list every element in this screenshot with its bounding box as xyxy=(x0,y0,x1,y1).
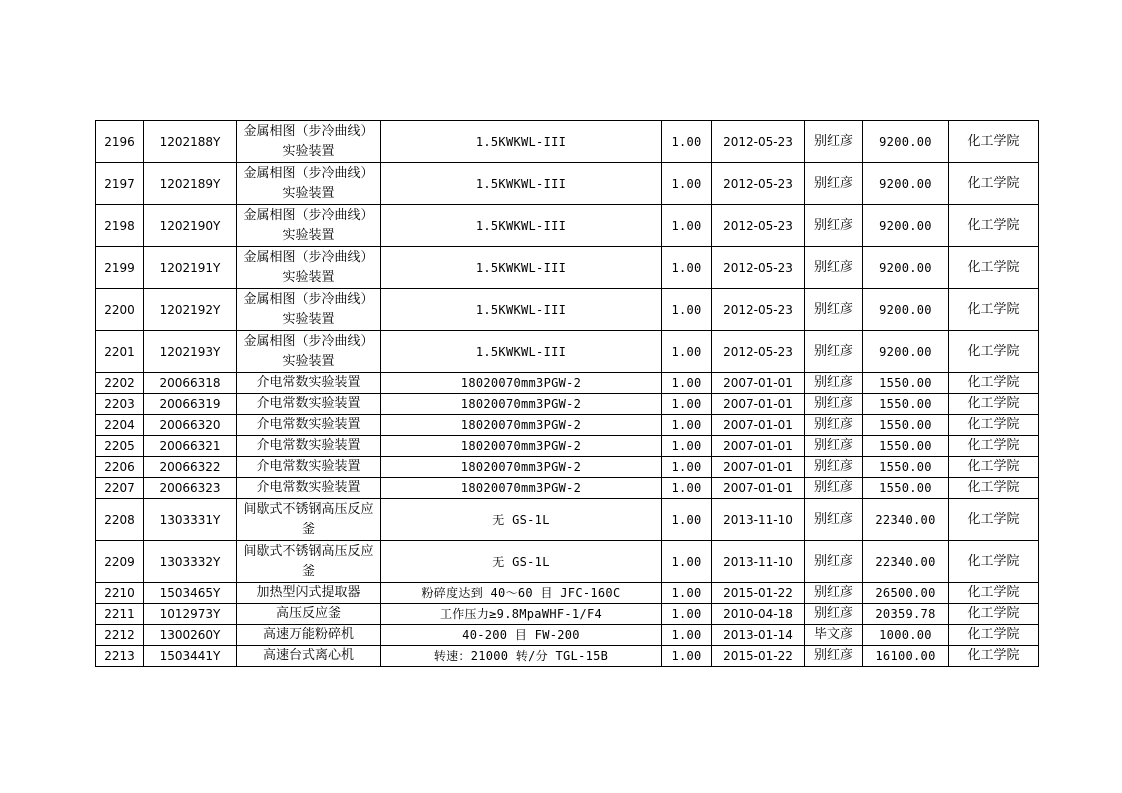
cell-asset-code: 1503465Y xyxy=(144,583,237,604)
cell-custodian: 别红彦 xyxy=(805,289,863,331)
cell-quantity: 1.00 xyxy=(662,583,712,604)
cell-department: 化工学院 xyxy=(949,331,1039,373)
cell-model-spec: 1.5KWKWL-III xyxy=(381,247,662,289)
cell-asset-code: 20066323 xyxy=(144,478,237,499)
cell-unit-price: 26500.00 xyxy=(863,583,949,604)
cell-quantity: 1.00 xyxy=(662,457,712,478)
cell-serial-number: 2206 xyxy=(96,457,144,478)
cell-asset-code: 1202193Y xyxy=(144,331,237,373)
cell-model-spec: 1.5KWKWL-III xyxy=(381,121,662,163)
cell-asset-code: 20066322 xyxy=(144,457,237,478)
cell-quantity: 1.00 xyxy=(662,163,712,205)
cell-department: 化工学院 xyxy=(949,121,1039,163)
cell-custodian: 别红彦 xyxy=(805,205,863,247)
cell-purchase-date: 2007-01-01 xyxy=(712,373,805,394)
cell-asset-name: 加热型闪式提取器 xyxy=(237,583,381,604)
cell-unit-price: 22340.00 xyxy=(863,499,949,541)
table-row xyxy=(96,457,1039,478)
table-row xyxy=(96,625,1039,646)
cell-serial-number: 2209 xyxy=(96,541,144,583)
cell-asset-code: 20066319 xyxy=(144,394,237,415)
table-row xyxy=(96,646,1039,667)
cell-model-spec: 无 GS-1L xyxy=(381,541,662,583)
cell-department: 化工学院 xyxy=(949,247,1039,289)
cell-serial-number: 2213 xyxy=(96,646,144,667)
cell-asset-code: 1303331Y xyxy=(144,499,237,541)
cell-custodian: 别红彦 xyxy=(805,646,863,667)
table-row xyxy=(96,499,1039,541)
cell-purchase-date: 2012-05-23 xyxy=(712,331,805,373)
asset-table xyxy=(95,120,1039,667)
cell-department: 化工学院 xyxy=(949,394,1039,415)
table-row xyxy=(96,604,1039,625)
cell-custodian: 别红彦 xyxy=(805,583,863,604)
cell-custodian: 别红彦 xyxy=(805,436,863,457)
cell-quantity: 1.00 xyxy=(662,373,712,394)
cell-quantity: 1.00 xyxy=(662,541,712,583)
table-row xyxy=(96,373,1039,394)
cell-department: 化工学院 xyxy=(949,163,1039,205)
cell-unit-price: 1000.00 xyxy=(863,625,949,646)
cell-quantity: 1.00 xyxy=(662,646,712,667)
table-row xyxy=(96,205,1039,247)
cell-custodian: 别红彦 xyxy=(805,163,863,205)
cell-unit-price: 9200.00 xyxy=(863,289,949,331)
cell-unit-price: 1550.00 xyxy=(863,373,949,394)
cell-model-spec: 工作压力≥9.8MpaWHF-1/F4 xyxy=(381,604,662,625)
cell-unit-price: 9200.00 xyxy=(863,247,949,289)
cell-department: 化工学院 xyxy=(949,583,1039,604)
cell-unit-price: 9200.00 xyxy=(863,331,949,373)
cell-asset-code: 20066321 xyxy=(144,436,237,457)
cell-asset-name: 间歇式不锈钢高压反应釜 xyxy=(237,499,381,541)
cell-asset-code: 1303332Y xyxy=(144,541,237,583)
table-row xyxy=(96,583,1039,604)
cell-asset-code: 1202189Y xyxy=(144,163,237,205)
cell-custodian: 别红彦 xyxy=(805,247,863,289)
cell-purchase-date: 2013-01-14 xyxy=(712,625,805,646)
cell-model-spec: 18020070mm3PGW-2 xyxy=(381,373,662,394)
cell-purchase-date: 2007-01-01 xyxy=(712,436,805,457)
cell-asset-name: 高速台式离心机 xyxy=(237,646,381,667)
cell-serial-number: 2200 xyxy=(96,289,144,331)
cell-serial-number: 2207 xyxy=(96,478,144,499)
cell-purchase-date: 2007-01-01 xyxy=(712,415,805,436)
cell-department: 化工学院 xyxy=(949,436,1039,457)
cell-serial-number: 2205 xyxy=(96,436,144,457)
cell-department: 化工学院 xyxy=(949,205,1039,247)
cell-department: 化工学院 xyxy=(949,415,1039,436)
cell-model-spec: 粉碎度达到 40～60 目 JFC-160C xyxy=(381,583,662,604)
table-row xyxy=(96,289,1039,331)
cell-department: 化工学院 xyxy=(949,478,1039,499)
cell-asset-code: 1202190Y xyxy=(144,205,237,247)
cell-custodian: 别红彦 xyxy=(805,478,863,499)
cell-serial-number: 2208 xyxy=(96,499,144,541)
cell-asset-name: 金属相图（步冷曲线）实验装置 xyxy=(237,121,381,163)
cell-department: 化工学院 xyxy=(949,289,1039,331)
cell-model-spec: 18020070mm3PGW-2 xyxy=(381,436,662,457)
cell-custodian: 别红彦 xyxy=(805,604,863,625)
cell-serial-number: 2212 xyxy=(96,625,144,646)
cell-quantity: 1.00 xyxy=(662,604,712,625)
cell-purchase-date: 2007-01-01 xyxy=(712,394,805,415)
cell-unit-price: 9200.00 xyxy=(863,121,949,163)
cell-custodian: 别红彦 xyxy=(805,394,863,415)
cell-asset-name: 间歇式不锈钢高压反应釜 xyxy=(237,541,381,583)
cell-model-spec: 18020070mm3PGW-2 xyxy=(381,478,662,499)
cell-quantity: 1.00 xyxy=(662,625,712,646)
cell-unit-price: 16100.00 xyxy=(863,646,949,667)
table-row xyxy=(96,394,1039,415)
cell-purchase-date: 2013-11-10 xyxy=(712,541,805,583)
cell-quantity: 1.00 xyxy=(662,247,712,289)
cell-model-spec: 18020070mm3PGW-2 xyxy=(381,394,662,415)
cell-purchase-date: 2015-01-22 xyxy=(712,583,805,604)
cell-asset-code: 1300260Y xyxy=(144,625,237,646)
cell-serial-number: 2201 xyxy=(96,331,144,373)
table-row xyxy=(96,436,1039,457)
cell-asset-code: 1202191Y xyxy=(144,247,237,289)
cell-department: 化工学院 xyxy=(949,373,1039,394)
cell-custodian: 别红彦 xyxy=(805,541,863,583)
cell-asset-name: 金属相图（步冷曲线）实验装置 xyxy=(237,289,381,331)
cell-model-spec: 1.5KWKWL-III xyxy=(381,163,662,205)
cell-purchase-date: 2012-05-23 xyxy=(712,163,805,205)
cell-serial-number: 2196 xyxy=(96,121,144,163)
cell-department: 化工学院 xyxy=(949,646,1039,667)
cell-asset-code: 20066318 xyxy=(144,373,237,394)
cell-asset-code: 1503441Y xyxy=(144,646,237,667)
cell-purchase-date: 2007-01-01 xyxy=(712,478,805,499)
cell-quantity: 1.00 xyxy=(662,331,712,373)
cell-purchase-date: 2015-01-22 xyxy=(712,646,805,667)
cell-quantity: 1.00 xyxy=(662,478,712,499)
cell-purchase-date: 2012-05-23 xyxy=(712,205,805,247)
cell-purchase-date: 2007-01-01 xyxy=(712,457,805,478)
asset-table-body xyxy=(96,121,1039,667)
cell-asset-name: 介电常数实验装置 xyxy=(237,478,381,499)
cell-custodian: 别红彦 xyxy=(805,415,863,436)
cell-quantity: 1.00 xyxy=(662,415,712,436)
cell-model-spec: 1.5KWKWL-III xyxy=(381,205,662,247)
cell-quantity: 1.00 xyxy=(662,121,712,163)
cell-asset-code: 1202192Y xyxy=(144,289,237,331)
cell-asset-name: 金属相图（步冷曲线）实验装置 xyxy=(237,247,381,289)
cell-asset-name: 金属相图（步冷曲线）实验装置 xyxy=(237,205,381,247)
cell-quantity: 1.00 xyxy=(662,436,712,457)
cell-serial-number: 2203 xyxy=(96,394,144,415)
cell-department: 化工学院 xyxy=(949,604,1039,625)
cell-quantity: 1.00 xyxy=(662,499,712,541)
cell-asset-name: 高压反应釜 xyxy=(237,604,381,625)
cell-model-spec: 转速：21000 转/分 TGL-15B xyxy=(381,646,662,667)
cell-purchase-date: 2012-05-23 xyxy=(712,247,805,289)
cell-unit-price: 1550.00 xyxy=(863,415,949,436)
cell-asset-name: 介电常数实验装置 xyxy=(237,436,381,457)
cell-asset-name: 金属相图（步冷曲线）实验装置 xyxy=(237,163,381,205)
cell-serial-number: 2197 xyxy=(96,163,144,205)
table-row xyxy=(96,121,1039,163)
cell-custodian: 别红彦 xyxy=(805,457,863,478)
cell-custodian: 别红彦 xyxy=(805,499,863,541)
cell-purchase-date: 2012-05-23 xyxy=(712,289,805,331)
cell-department: 化工学院 xyxy=(949,499,1039,541)
cell-asset-name: 介电常数实验装置 xyxy=(237,457,381,478)
cell-model-spec: 1.5KWKWL-III xyxy=(381,289,662,331)
cell-model-spec: 1.5KWKWL-III xyxy=(381,331,662,373)
cell-purchase-date: 2013-11-10 xyxy=(712,499,805,541)
cell-unit-price: 1550.00 xyxy=(863,394,949,415)
cell-asset-code: 1202188Y xyxy=(144,121,237,163)
cell-unit-price: 9200.00 xyxy=(863,163,949,205)
cell-unit-price: 1550.00 xyxy=(863,457,949,478)
cell-asset-code: 1012973Y xyxy=(144,604,237,625)
cell-custodian: 别红彦 xyxy=(805,331,863,373)
cell-model-spec: 无 GS-1L xyxy=(381,499,662,541)
cell-purchase-date: 2012-05-23 xyxy=(712,121,805,163)
cell-unit-price: 9200.00 xyxy=(863,205,949,247)
cell-department: 化工学院 xyxy=(949,457,1039,478)
cell-asset-name: 介电常数实验装置 xyxy=(237,394,381,415)
cell-model-spec: 40-200 目 FW-200 xyxy=(381,625,662,646)
cell-asset-name: 介电常数实验装置 xyxy=(237,415,381,436)
cell-serial-number: 2199 xyxy=(96,247,144,289)
cell-department: 化工学院 xyxy=(949,541,1039,583)
cell-custodian: 别红彦 xyxy=(805,373,863,394)
cell-quantity: 1.00 xyxy=(662,205,712,247)
cell-model-spec: 18020070mm3PGW-2 xyxy=(381,457,662,478)
cell-custodian: 毕文彦 xyxy=(805,625,863,646)
cell-unit-price: 20359.78 xyxy=(863,604,949,625)
cell-unit-price: 22340.00 xyxy=(863,541,949,583)
table-row xyxy=(96,331,1039,373)
table-row xyxy=(96,415,1039,436)
cell-department: 化工学院 xyxy=(949,625,1039,646)
table-row xyxy=(96,163,1039,205)
cell-asset-name: 介电常数实验装置 xyxy=(237,373,381,394)
cell-model-spec: 18020070mm3PGW-2 xyxy=(381,415,662,436)
cell-serial-number: 2204 xyxy=(96,415,144,436)
cell-serial-number: 2202 xyxy=(96,373,144,394)
table-row xyxy=(96,247,1039,289)
cell-asset-name: 金属相图（步冷曲线）实验装置 xyxy=(237,331,381,373)
cell-unit-price: 1550.00 xyxy=(863,436,949,457)
cell-purchase-date: 2010-04-18 xyxy=(712,604,805,625)
cell-custodian: 别红彦 xyxy=(805,121,863,163)
cell-asset-name: 高速万能粉碎机 xyxy=(237,625,381,646)
cell-serial-number: 2198 xyxy=(96,205,144,247)
table-row xyxy=(96,478,1039,499)
cell-quantity: 1.00 xyxy=(662,394,712,415)
cell-quantity: 1.00 xyxy=(662,289,712,331)
cell-serial-number: 2211 xyxy=(96,604,144,625)
cell-serial-number: 2210 xyxy=(96,583,144,604)
cell-asset-code: 20066320 xyxy=(144,415,237,436)
table-row xyxy=(96,541,1039,583)
cell-unit-price: 1550.00 xyxy=(863,478,949,499)
